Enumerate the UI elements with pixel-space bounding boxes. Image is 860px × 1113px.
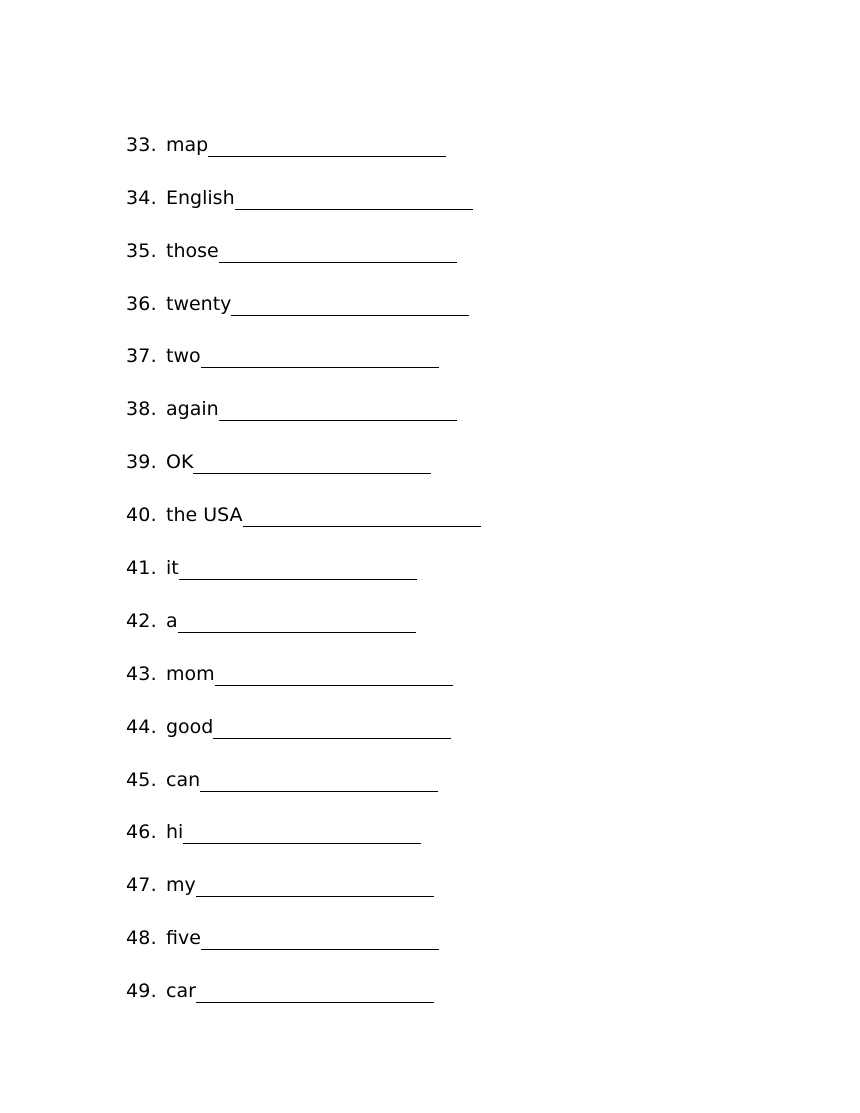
- item-word: the USA: [166, 504, 243, 527]
- exercise-item-48: [126, 898, 481, 951]
- exercise-item-40: [126, 475, 481, 528]
- exercise-item-45: [126, 740, 481, 793]
- item-word: my: [166, 874, 196, 897]
- item-word: hi: [166, 821, 184, 844]
- exercise-item-36: [126, 264, 481, 317]
- answer-blank[interactable]: [201, 347, 439, 368]
- item-word: English: [166, 186, 235, 209]
- item-word: again: [166, 398, 219, 421]
- exercise-item-49: [126, 951, 481, 1004]
- item-number: 47.: [126, 874, 157, 897]
- item-number: 33.: [126, 133, 157, 156]
- exercise-item-38: [126, 369, 481, 422]
- item-number: 36.: [126, 292, 157, 315]
- item-number: 42.: [126, 609, 157, 632]
- item-word: can: [166, 768, 201, 791]
- item-word: five: [166, 927, 201, 950]
- item-word: a: [166, 609, 178, 632]
- item-number: 49.: [126, 980, 157, 1003]
- item-number: 34.: [126, 186, 157, 209]
- answer-blank[interactable]: [201, 929, 439, 950]
- item-number: 41.: [126, 557, 157, 580]
- exercise-item-37: [126, 317, 481, 370]
- item-number: 38.: [126, 398, 157, 421]
- answer-blank[interactable]: [200, 771, 438, 792]
- item-number: 44.: [126, 715, 157, 738]
- answer-blank[interactable]: [243, 506, 481, 527]
- answer-blank[interactable]: [208, 136, 446, 157]
- exercise-item-47: [126, 845, 481, 898]
- item-number: 43.: [126, 662, 157, 685]
- answer-blank[interactable]: [183, 823, 421, 844]
- answer-blank[interactable]: [231, 295, 469, 316]
- exercise-item-46: [126, 793, 481, 846]
- answer-blank[interactable]: [215, 665, 453, 686]
- exercise-item-42: [126, 581, 481, 634]
- item-word: car: [166, 980, 196, 1003]
- answer-blank[interactable]: [193, 453, 431, 474]
- item-number: 37.: [126, 345, 157, 368]
- answer-blank[interactable]: [219, 242, 457, 263]
- item-word: it: [166, 557, 179, 580]
- item-word: map: [166, 133, 209, 156]
- item-word: those: [166, 239, 219, 262]
- item-word: good: [166, 715, 214, 738]
- exercise-item-33: [126, 105, 481, 158]
- item-word: two: [166, 345, 201, 368]
- answer-blank[interactable]: [235, 189, 473, 210]
- item-number: 40.: [126, 504, 157, 527]
- exercise-item-44: [126, 687, 481, 740]
- item-word: twenty: [166, 292, 232, 315]
- answer-blank[interactable]: [196, 876, 434, 897]
- item-number: 46.: [126, 821, 157, 844]
- item-word: mom: [166, 662, 215, 685]
- exercise-item-39: [126, 422, 481, 475]
- exercise-item-43: [126, 634, 481, 687]
- exercise-item-34: [126, 158, 481, 211]
- item-number: 48.: [126, 927, 157, 950]
- answer-blank[interactable]: [219, 400, 457, 421]
- answer-blank[interactable]: [213, 718, 451, 739]
- answer-blank[interactable]: [179, 559, 417, 580]
- item-number: 45.: [126, 768, 157, 791]
- exercise-item-41: [126, 528, 481, 581]
- item-word: OK: [166, 451, 194, 474]
- answer-blank[interactable]: [196, 982, 434, 1003]
- exercise-item-35: [126, 211, 481, 264]
- item-number: 39.: [126, 451, 157, 474]
- item-number: 35.: [126, 239, 157, 262]
- answer-blank[interactable]: [178, 612, 416, 633]
- exercise-list: [126, 105, 481, 1004]
